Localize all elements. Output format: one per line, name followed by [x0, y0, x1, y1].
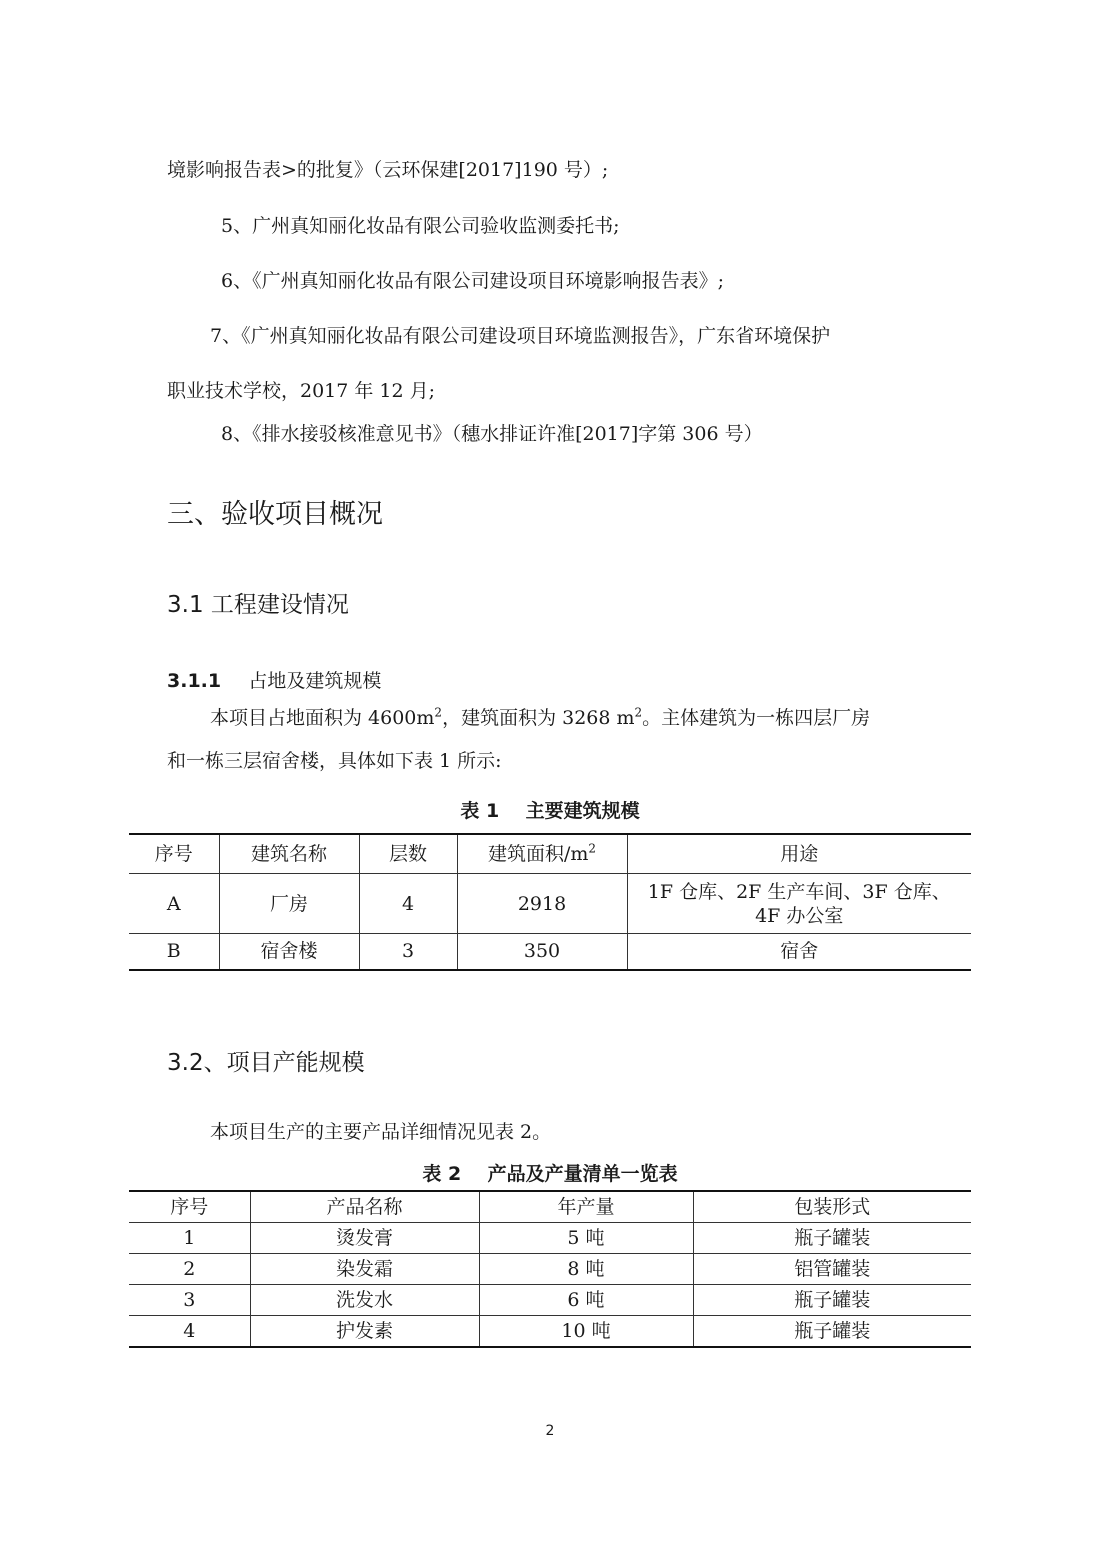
table-cell: 3 — [359, 934, 457, 970]
paragraph-item-6: 6、《广州真知丽化妆品有限公司建设项目环境影响报告表》; — [221, 270, 724, 292]
paragraph-item-5: 5、广州真知丽化妆品有限公司验收监测委托书; — [221, 215, 620, 237]
products-table — [129, 1190, 971, 1348]
table-cell: 5 吨 — [479, 1223, 693, 1254]
usage-line-2: 4F 办公室 — [755, 904, 844, 927]
table-row — [129, 1316, 971, 1348]
subsubsection-number: 3.1.1 — [167, 670, 222, 692]
table-cell: 4 — [359, 874, 457, 934]
paragraph-item-7-line-1: 7、《广州真知丽化妆品有限公司建设项目环境监测报告》，广东省环境保护 — [210, 325, 831, 347]
building-scale-table — [129, 833, 971, 971]
table-header-cell: 包装形式 — [693, 1191, 971, 1223]
superscript: 2 — [634, 705, 643, 720]
table-cell — [627, 874, 971, 934]
table-header-row — [129, 834, 971, 874]
paragraph-products-intro: 本项目生产的主要产品详细情况见表 2。 — [210, 1121, 552, 1143]
table-header-cell: 产品名称 — [250, 1191, 479, 1223]
table-cell: 铝管罐装 — [693, 1254, 971, 1285]
page-number: 2 — [545, 1423, 555, 1439]
table-cell: 10 吨 — [479, 1316, 693, 1348]
table-cell: 3 — [129, 1285, 250, 1316]
table-row — [129, 1285, 971, 1316]
table-header-cell: 层数 — [359, 834, 457, 874]
table-cell: 宿舍楼 — [219, 934, 359, 970]
paragraph-site-area — [210, 706, 870, 730]
table-cell: 6 吨 — [479, 1285, 693, 1316]
subsubsection-title-3-1-1 — [167, 668, 381, 694]
table-cell: 烫发膏 — [250, 1223, 479, 1254]
section-title: 三、验收项目概况 — [167, 499, 383, 530]
table-cell: 8 吨 — [479, 1254, 693, 1285]
subsubsection-label: 占地及建筑规模 — [248, 670, 382, 692]
table-cell: 宿舍 — [627, 934, 971, 970]
table-cell: 瓶子罐装 — [693, 1223, 971, 1254]
paragraph-approval-ref: 境影响报告表>的批复》（云环保建[2017]190 号）; — [167, 159, 609, 181]
table-cell: 瓶子罐装 — [693, 1316, 971, 1348]
table-cell: 洗发水 — [250, 1285, 479, 1316]
site-area-text-a: 本项目占地面积为 4600m — [210, 707, 435, 729]
table-cell: 2918 — [457, 874, 627, 934]
table2-caption: 表 2 产品及产量清单一览表 — [422, 1163, 678, 1185]
table-header-row — [129, 1191, 971, 1223]
table-header-cell: 建筑面积$/m^2$ — [457, 834, 627, 874]
table-cell: 染发霜 — [250, 1254, 479, 1285]
subsection-title-3-1: 3.1 工程建设情况 — [167, 592, 349, 618]
table-cell: B — [129, 934, 219, 970]
table-header-cell: 用途 — [627, 834, 971, 874]
table1-caption: 表 1 主要建筑规模 — [460, 800, 640, 822]
table-cell: 2 — [129, 1254, 250, 1285]
site-area-text-b: ，建筑面积为 3268 m — [442, 707, 635, 729]
usage-line-1: 1F 仓库、2F 生产车间、3F 仓库、 — [647, 880, 951, 903]
table-cell: 瓶子罐装 — [693, 1285, 971, 1316]
paragraph-site-area-line-2: 和一栋三层宿舍楼，具体如下表 1 所示: — [167, 750, 502, 772]
table-cell: A — [129, 874, 219, 934]
table-header-cell: 建筑名称 — [219, 834, 359, 874]
paragraph-item-7-line-2: 职业技术学校，2017 年 12 月; — [167, 380, 436, 402]
table-header-cell: 年产量 — [479, 1191, 693, 1223]
paragraph-item-8: 8、《排水接驳核准意见书》（穗水排证许准[2017]字第 306 号） — [221, 423, 763, 445]
table-row — [129, 874, 971, 934]
table-row — [129, 934, 971, 970]
table-cell: 350 — [457, 934, 627, 970]
table-row — [129, 1223, 971, 1254]
table-row — [129, 1254, 971, 1285]
superscript: 2 — [434, 705, 443, 720]
table-cell: 护发素 — [250, 1316, 479, 1348]
table-cell: 1 — [129, 1223, 250, 1254]
table-cell: 厂房 — [219, 874, 359, 934]
table-header-cell: 序号 — [129, 1191, 250, 1223]
subsection-title-3-2: 3.2、项目产能规模 — [167, 1050, 365, 1076]
site-area-text-c: 。主体建筑为一栋四层厂房 — [642, 707, 871, 729]
table-cell: 4 — [129, 1316, 250, 1348]
table-header-cell: 序号 — [129, 834, 219, 874]
